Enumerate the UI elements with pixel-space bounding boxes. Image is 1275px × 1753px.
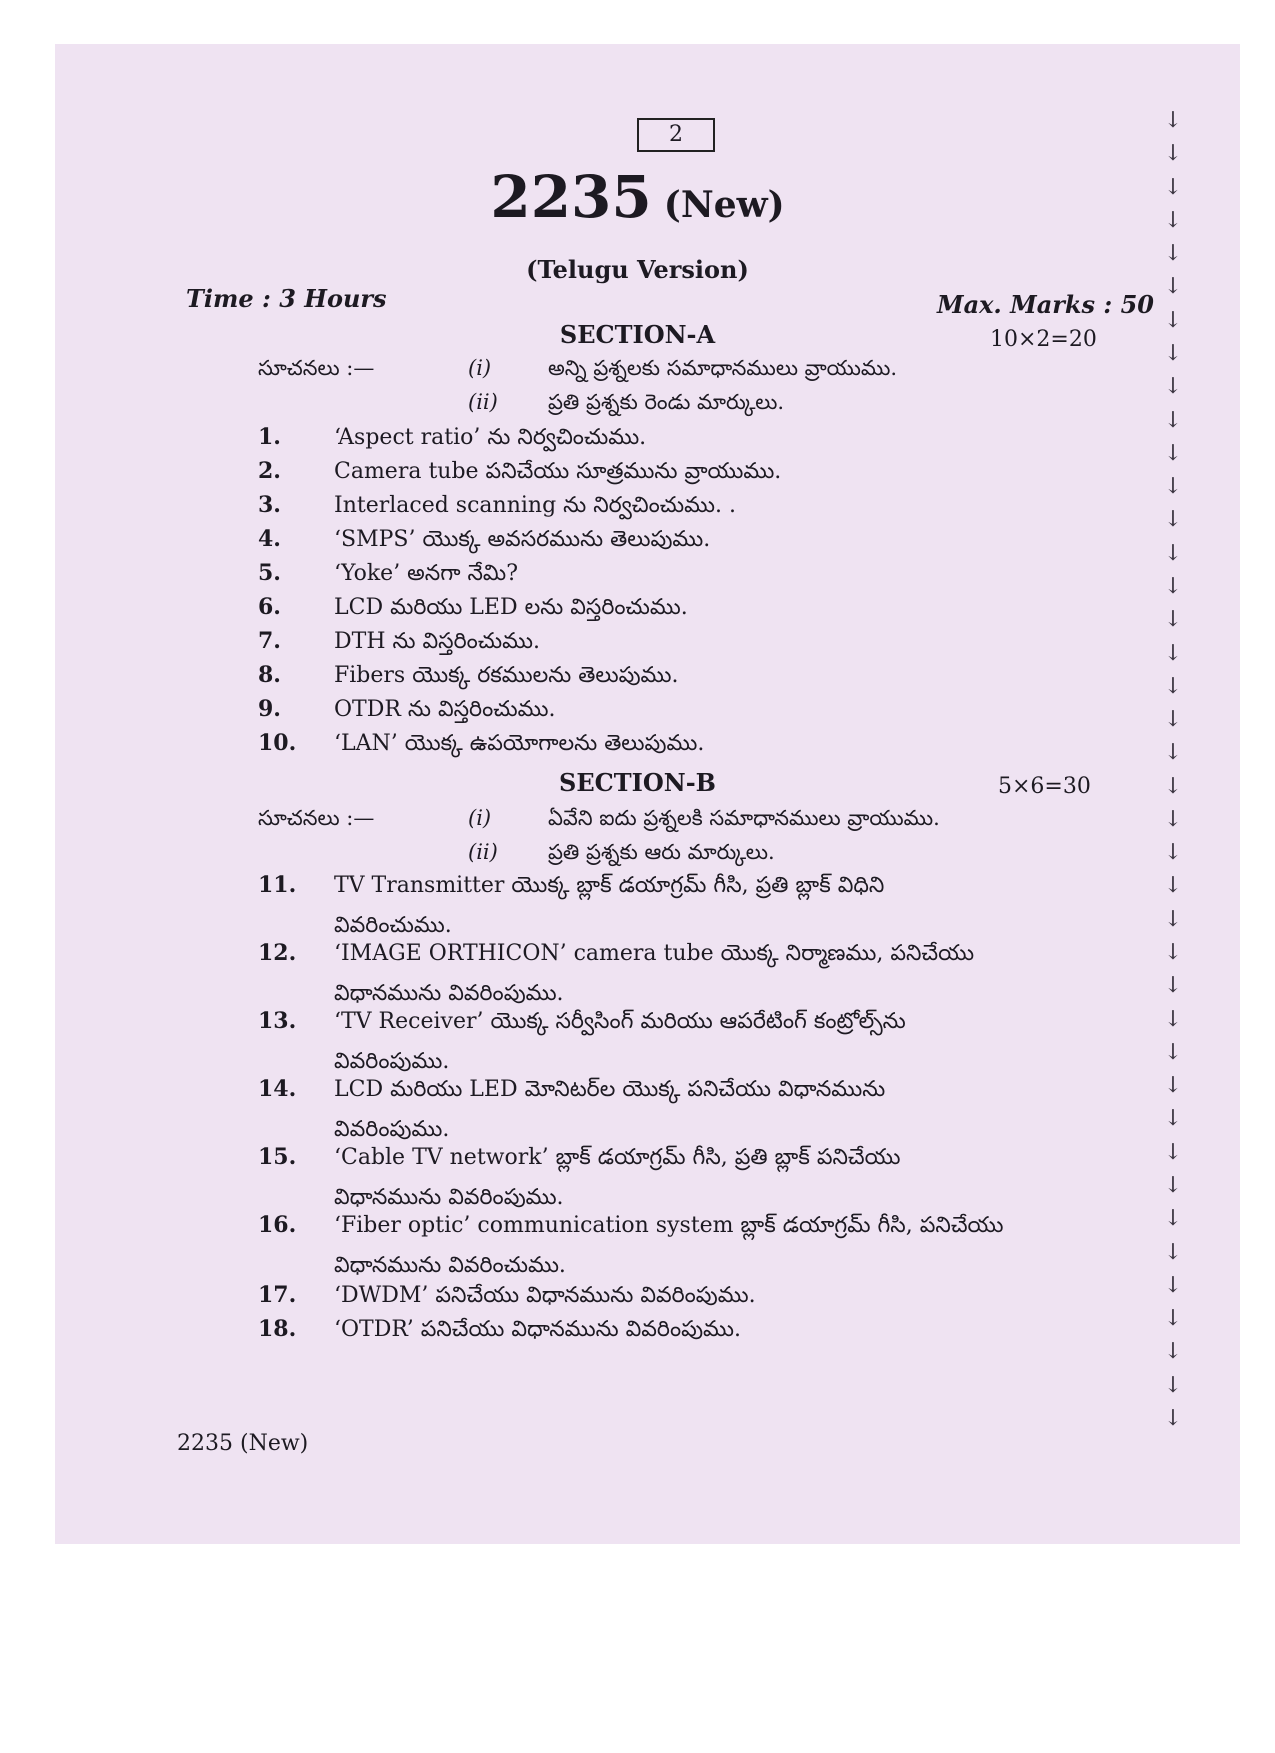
question-12: 12. ‘IMAGE ORTHICON’ camera tube యొక్క నిర్మాణము, పనిచేయు విధానమును వివరింపుము. (258, 940, 975, 1006)
question-4: 4. ‘SMPS’ యొక్క అవసరమును తెలుపుము. (258, 526, 711, 552)
down-arrow-icon: ↓ (1163, 474, 1183, 500)
question-2: 2. Camera tube పనిచేయు సూత్రమును వ్రాయుము. (258, 458, 782, 484)
down-arrow-icon: ↓ (1163, 1139, 1183, 1165)
down-arrow-icon: ↓ (1163, 540, 1183, 566)
down-arrow-icon: ↓ (1163, 207, 1183, 233)
question-1: 1. ‘Aspect ratio’ ను నిర్వచించుము. (258, 424, 647, 450)
down-arrow-icon: ↓ (1163, 573, 1183, 599)
section-b-title: SECTION-B (559, 768, 716, 797)
down-arrow-icon: ↓ (1163, 873, 1183, 899)
question-3: 3. Interlaced scanning ను నిర్వచించుము. . (258, 492, 736, 518)
section-b-marks: 5×6=30 (998, 774, 1091, 799)
question-15: 15. ‘Cable TV network’ బ్లాక్ డయాగ్రమ్ గీసి, ప్రతి బ్లాక్ పనిచేయు విధానమును వివరింపుము. (258, 1144, 901, 1210)
section-b-note-2 (258, 840, 775, 870)
note-text: అన్ని ప్రశ్నలకు సమాధానములు వ్రాయుము. (548, 356, 898, 380)
question-8: 8. Fibers యొక్క రకములను తెలుపుము. (258, 662, 679, 688)
down-arrow-icon: ↓ (1163, 640, 1183, 666)
down-arrow-icon: ↓ (1163, 307, 1183, 333)
down-arrow-icon: ↓ (1163, 973, 1183, 999)
down-arrow-icon: ↓ (1163, 407, 1183, 433)
max-marks-label: Max. Marks : 50 (937, 290, 1155, 319)
note-sub: (ii) (468, 840, 498, 864)
note-text: ప్రతి ప్రశ్నకు ఆరు మార్కులు. (548, 840, 775, 864)
question-9: 9. OTDR ను విస్తరించుము. (258, 696, 556, 722)
section-b-note-1 (258, 806, 940, 836)
down-arrow-icon: ↓ (1163, 1073, 1183, 1099)
note-text: ప్రతి ప్రశ్నకు రెండు మార్కులు. (548, 390, 785, 414)
down-arrow-icon: ↓ (1163, 440, 1183, 466)
down-arrow-icon: ↓ (1163, 108, 1183, 133)
down-arrow-icon: ↓ (1163, 1339, 1183, 1365)
down-arrow-icon: ↓ (1163, 707, 1183, 733)
down-arrow-icon: ↓ (1163, 840, 1183, 866)
down-arrow-icon: ↓ (1163, 1272, 1183, 1298)
down-arrow-icon: ↓ (1163, 1405, 1183, 1431)
down-arrow-icon: ↓ (1163, 1039, 1183, 1065)
down-arrow-icon: ↓ (1163, 340, 1183, 366)
question-6: 6. LCD మరియు LED లను విస్తరించుము. (258, 594, 688, 620)
section-a-note-1 (258, 356, 897, 386)
down-arrow-icon: ↓ (1163, 673, 1183, 699)
down-arrow-icon: ↓ (1163, 1006, 1183, 1032)
question-11: 11. TV Transmitter యొక్క బ్లాక్ డయాగ్రమ్ గీసి, ప్రతి బ్లాక్ విధిని వివరించుము. (258, 872, 885, 938)
note-sub: (i) (468, 356, 492, 380)
down-arrow-icon: ↓ (1163, 906, 1183, 932)
note-sub: (ii) (468, 390, 498, 414)
down-arrow-icon: ↓ (1163, 1306, 1183, 1332)
down-arrow-icon: ↓ (1163, 1372, 1183, 1398)
question-14: 14. LCD మరియు LED మోనిటర్‌ల యొక్క పనిచేయు విధానమును వివరింపుము. (258, 1076, 886, 1142)
down-arrow-icon: ↓ (1163, 1106, 1183, 1132)
question-17: 17. ‘DWDM’ పనిచేయు విధానమును వివరింపుము. (258, 1282, 756, 1308)
down-arrow-icon: ↓ (1163, 607, 1183, 633)
down-arrow-icon: ↓ (1163, 940, 1183, 966)
paper-code-number: 2235 (490, 163, 652, 231)
paper-code-suffix: (New) (663, 184, 785, 226)
down-arrow-icon: ↓ (1163, 141, 1183, 167)
down-arrow-icon: ↓ (1163, 241, 1183, 267)
question-16: 16. ‘Fiber optic’ communication system బ్లాక్ డయాగ్రమ్ గీసి, పనిచేయు విధానమును వివరించుము. (258, 1212, 1004, 1278)
down-arrow-icon: ↓ (1163, 507, 1183, 533)
down-arrow-icon: ↓ (1163, 1173, 1183, 1198)
page-number-box: 2 (637, 118, 715, 152)
down-arrow-icon: ↓ (1163, 1239, 1183, 1265)
question-5: 5. ‘Yoke’ అనగా నేమి? (258, 560, 519, 586)
down-arrow-icon: ↓ (1163, 174, 1183, 200)
question-10: 10. ‘LAN’ యొక్క ఉపయోగాలను తెలుపుము. (258, 730, 705, 756)
section-a-note-2 (258, 390, 784, 420)
footer-code: 2235 (New) (177, 1431, 309, 1456)
down-arrow-icon: ↓ (1163, 773, 1183, 799)
down-arrow-icon: ↓ (1163, 274, 1183, 300)
note-text: ఏవేని ఐదు ప్రశ్నలకి సమాధానములు వ్రాయుము. (548, 806, 940, 830)
section-a-marks: 10×2=20 (990, 327, 1097, 352)
version-label: (Telugu Version) (526, 255, 749, 284)
time-label: Time : 3 Hours (186, 284, 387, 313)
question-13: 13. ‘TV Receiver’ యొక్క సర్వీసింగ్ మరియు ఆపరేటింగ్ కంట్రోల్స్‌ను వివరింపుము. (258, 1008, 906, 1074)
down-arrow-icon: ↓ (1163, 374, 1183, 400)
question-18: 18. ‘OTDR’ పనిచేయు విధానమును వివరింపుము. (258, 1316, 741, 1342)
note-label: సూచనలు :— (258, 356, 375, 380)
down-arrow-icon: ↓ (1163, 740, 1183, 766)
down-arrow-icon: ↓ (1163, 1206, 1183, 1232)
down-arrow-icon: ↓ (1163, 806, 1183, 832)
note-label: సూచనలు :— (258, 806, 375, 830)
question-7: 7. DTH ను విస్తరించుము. (258, 628, 541, 654)
note-sub: (i) (468, 806, 492, 830)
section-a-title: SECTION-A (559, 320, 716, 349)
paper-code (0, 163, 1275, 231)
